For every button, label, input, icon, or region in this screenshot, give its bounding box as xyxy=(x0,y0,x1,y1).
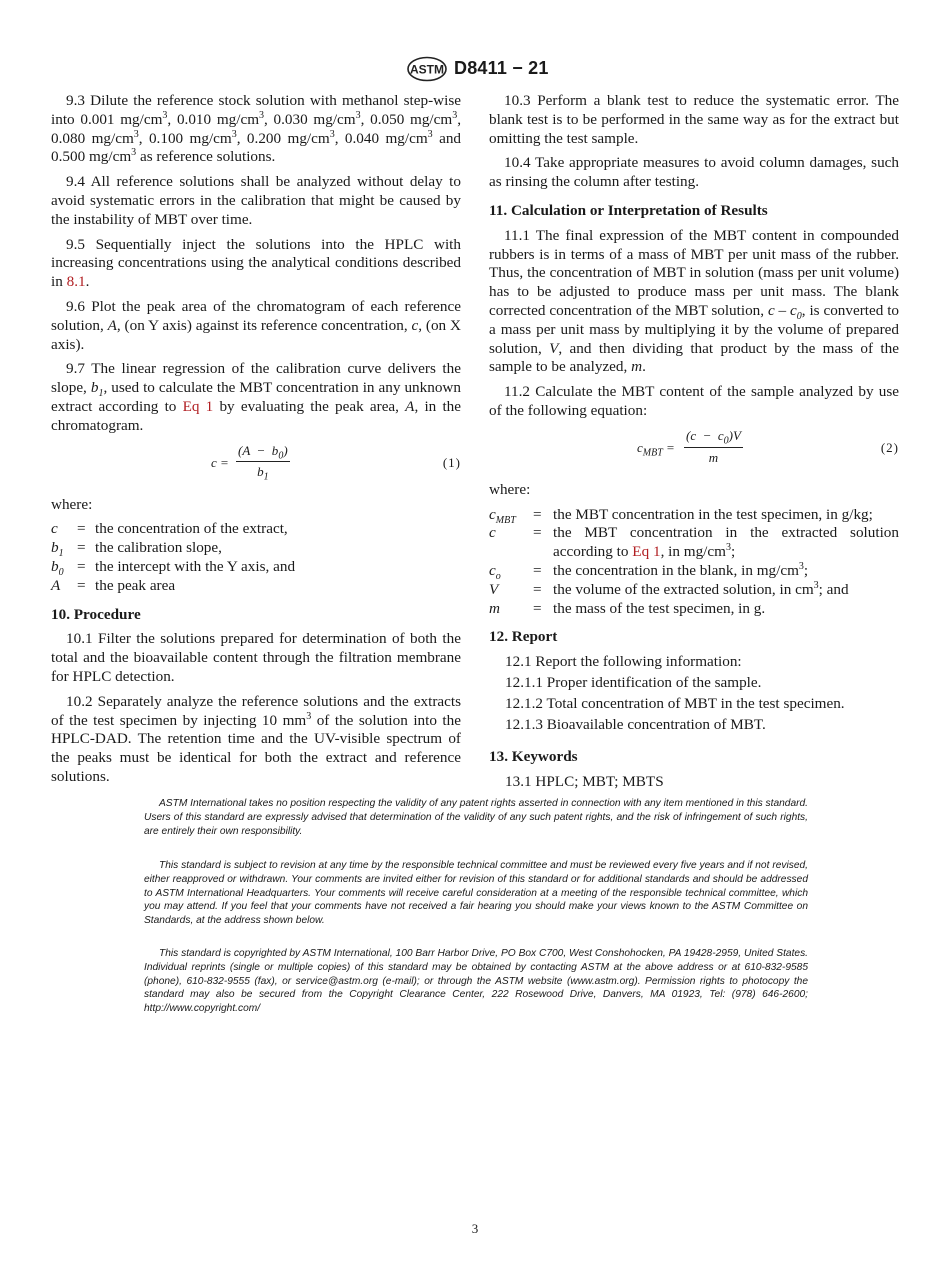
eq1-number: (1) xyxy=(442,454,461,470)
para-10-3: 10.3 Perform a blank test to reduce the systematic error. The blank test is to be performed in the same way as for the extract but omitting the test sample. xyxy=(489,92,899,147)
def-sym: A xyxy=(51,576,61,594)
def-sym: m xyxy=(489,599,500,617)
def-text: the MBT concentration in the test specimen, in g/kg; xyxy=(553,505,873,523)
page-header xyxy=(0,56,950,82)
where-label: where: xyxy=(51,495,93,513)
eq1-lhs: c = xyxy=(211,454,229,470)
def-text: the peak area xyxy=(95,576,176,594)
def-sym: V xyxy=(489,580,499,598)
patent-notice: ASTM International takes no position respecting the validity of any patent rights asserted in connection with any item mentioned in this standard. Users of this standard are expressly advised that determination of the validity of any such patent rights, and the risk of infringement of such rights, are entirely their own responsibility. xyxy=(144,798,808,837)
report-item: 12.1.3 Bioavailable concentration of MBT. xyxy=(505,715,766,733)
where-label-2: where: xyxy=(489,480,531,498)
eq2-fraction: $(c - c_0)V$ m xyxy=(686,427,741,465)
right-column xyxy=(489,92,899,794)
logo-lettering: ASTM xyxy=(410,62,444,77)
def-text: the concentration of the extract, xyxy=(95,520,288,538)
def-text: the concentration in the blank, in $mg/cm^3$; xyxy=(553,560,809,579)
def-text: the mass of the test specimen, in g. xyxy=(553,599,766,617)
def-sym: $c_o$ xyxy=(489,561,501,582)
report-item: 12.1.2 Total concentration of MBT in the test specimen. xyxy=(505,694,845,712)
def-sym: $b_1$ xyxy=(51,539,64,560)
equation-1 xyxy=(51,442,461,486)
copyright-notice: This standard is copyrighted by ASTM International, 100 Barr Harbor Drive, PO Box C700, West Conshohocken, PA 19428-2959, United States. Individual reprints (single or multiple copies) of this standard may be obtained by contacting ASTM at the above address or at 610-832-9585 (phone), 610-832-9555 (fax), or service@astm.org (e-mail); or through the ASTM website (www.astm.org). Permission rights to photocopy the standard may also be secured from the Copyright Clearance Center, 222 Rosewood Drive, Danvers, MA 01923, Tel: (978) 646-2600; http://www.copyright.com/ xyxy=(144,948,808,1015)
para-9-7: 9.7 The linear regression of the calibration curve delivers the slope, $b_1$, used to calculate the MBT concentration in any unknown extract according to Eq 1 by evaluating the peak area, A, in the chromatogram. xyxy=(51,360,462,434)
eq1-fraction: $(A - b_0)$ $b_1$ xyxy=(238,442,288,483)
def-sym: c xyxy=(51,520,58,538)
eq-1-link[interactable]: Eq 1 xyxy=(182,397,214,415)
para-9-4: 9.4 All reference solutions shall be analyzed without delay to avoid systematic errors in the calibration that might be caused by the instability of MBT over time. xyxy=(51,173,461,228)
def-text: the intercept with the Y axis, and xyxy=(95,557,296,575)
def-sym: c xyxy=(489,524,496,542)
revision-notice: This standard is subject to revision at any time by the responsible technical committee and must be reviewed every five years and if not revised, either reapproved or withdrawn. Your comments are invited either for revision of this standard or for additional standards and should be addressed to ASTM International Headquarters. Your comments will receive careful consideration at a meeting of the responsible technical committee, which you may attend. If you feel that your comments have not received a fair hearing you should make your views known to the ASTM Committee on Standards, at the address shown below. xyxy=(144,860,808,927)
report-item: 12.1.1 Proper identification of the sample. xyxy=(505,673,762,691)
def-sym: $b_0$ xyxy=(51,557,64,578)
keywords: 13.1 HPLC; MBT; MBTS xyxy=(505,773,664,791)
def-text: the MBT concentration in the extracted solution according to Eq 1, in $mg/cm^3$; xyxy=(553,524,899,561)
para-10-2: 10.2 Separately analyze the reference solutions and the extracts of the test specimen by injecting 10 $mm^3$ of the solution into the HPLC-DAD. The retention time and the UV-visible spectrum of the peaks must be identical for both the extract and reference solutions. xyxy=(51,692,461,785)
para-11-2: 11.2 Calculate the MBT content of the sample analyzed by use of the following equation: xyxy=(489,383,899,419)
equation-2 xyxy=(489,427,899,471)
para-11-1: 11.1 The final expression of the MBT content in compounded rubbers is in terms of a mass of MBT per unit mass of the rubber. Thus, the concentration of MBT in solution (mass per unit volume) has to be adjusted to produce mass per unit mass. The blank corrected concentration of the MBT solution, c – $c_0$, is converted to a mass per unit mass by multiplying it by the volume of prepared solution, V, and then dividing that product by the mass of the sample to be analyzed, m. xyxy=(489,226,900,376)
para-9-3: 9.3 Dilute the reference stock solution with methanol step-wise into 0.001 $mg/cm^3$, 0.010 $mg/cm^3$, 0.030 $mg/cm^3$, 0.050 $mg/cm^3$, 0.080 $mg/cm^3$, 0.100 $mg/cm^3$, 0.200 $mg/cm^3$, 0.040 $mg/cm^3$ and 0.500 $mg/cm^3$ as reference solutions. xyxy=(51,92,462,166)
document-id: D8411 − 21 xyxy=(454,58,549,78)
eq2-number: (2) xyxy=(880,439,899,455)
def-text: the calibration slope, xyxy=(95,539,222,557)
para-10-4: 10.4 Take appropriate measures to avoid column damages, such as rinsing the column after testing. xyxy=(489,154,899,191)
def-sym: $c_{MBT}$ xyxy=(489,505,516,526)
def-text: the volume of the extracted solution, in $cm^3$; and xyxy=(553,579,849,598)
astm-logo-icon xyxy=(406,56,448,82)
left-column xyxy=(51,92,461,793)
report-item: 12.1 Report the following information: xyxy=(505,653,742,671)
para-10-1: 10.1 Filter the solutions prepared for determination of both the total and the bioavailable content through the filtration membrane for HPLC detection. xyxy=(51,630,461,685)
eq2-definitions: $c_{MBT}$ = the MBT concentration in the test specimen, in g/kg; c = the MBT concentration in the extracted solution according to Eq 1, in $mg/cm^3$; $c_o$ = the concentration in the blank, in $mg/cm^3$; V = the volume of the extracted solution, in $cm^3$; and m = the mass of the test specimen, in g. xyxy=(489,505,899,617)
heading-13-keywords: 13. Keywords xyxy=(489,748,578,766)
heading-11-calculation: 11. Calculation or Interpretation of Results xyxy=(489,201,768,219)
eq2-lhs: $c_{MBT}$ = xyxy=(637,439,675,459)
para-9-6: 9.6 Plot the peak area of the chromatogram of each reference solution, A, (on Y axis) against its reference concentration, c, (on X axis). xyxy=(51,297,461,353)
heading-12-report: 12. Report xyxy=(489,628,558,646)
para-9-5: 9.5 Sequentially inject the solutions into the HPLC with increasing concentrations using the analytical conditions described in 8.1. xyxy=(51,235,461,291)
page-number: 3 xyxy=(471,1221,479,1236)
eq1-definitions: c = the concentration of the extract, $b_1$ = the calibration slope, $b_0$ = the intercept with the Y axis, and A = the peak area xyxy=(51,520,461,595)
heading-10-procedure: 10. Procedure xyxy=(51,605,141,623)
eq-1-link-2[interactable]: Eq 1 xyxy=(632,543,661,561)
section-8-1-link[interactable]: 8.1 xyxy=(66,273,86,291)
